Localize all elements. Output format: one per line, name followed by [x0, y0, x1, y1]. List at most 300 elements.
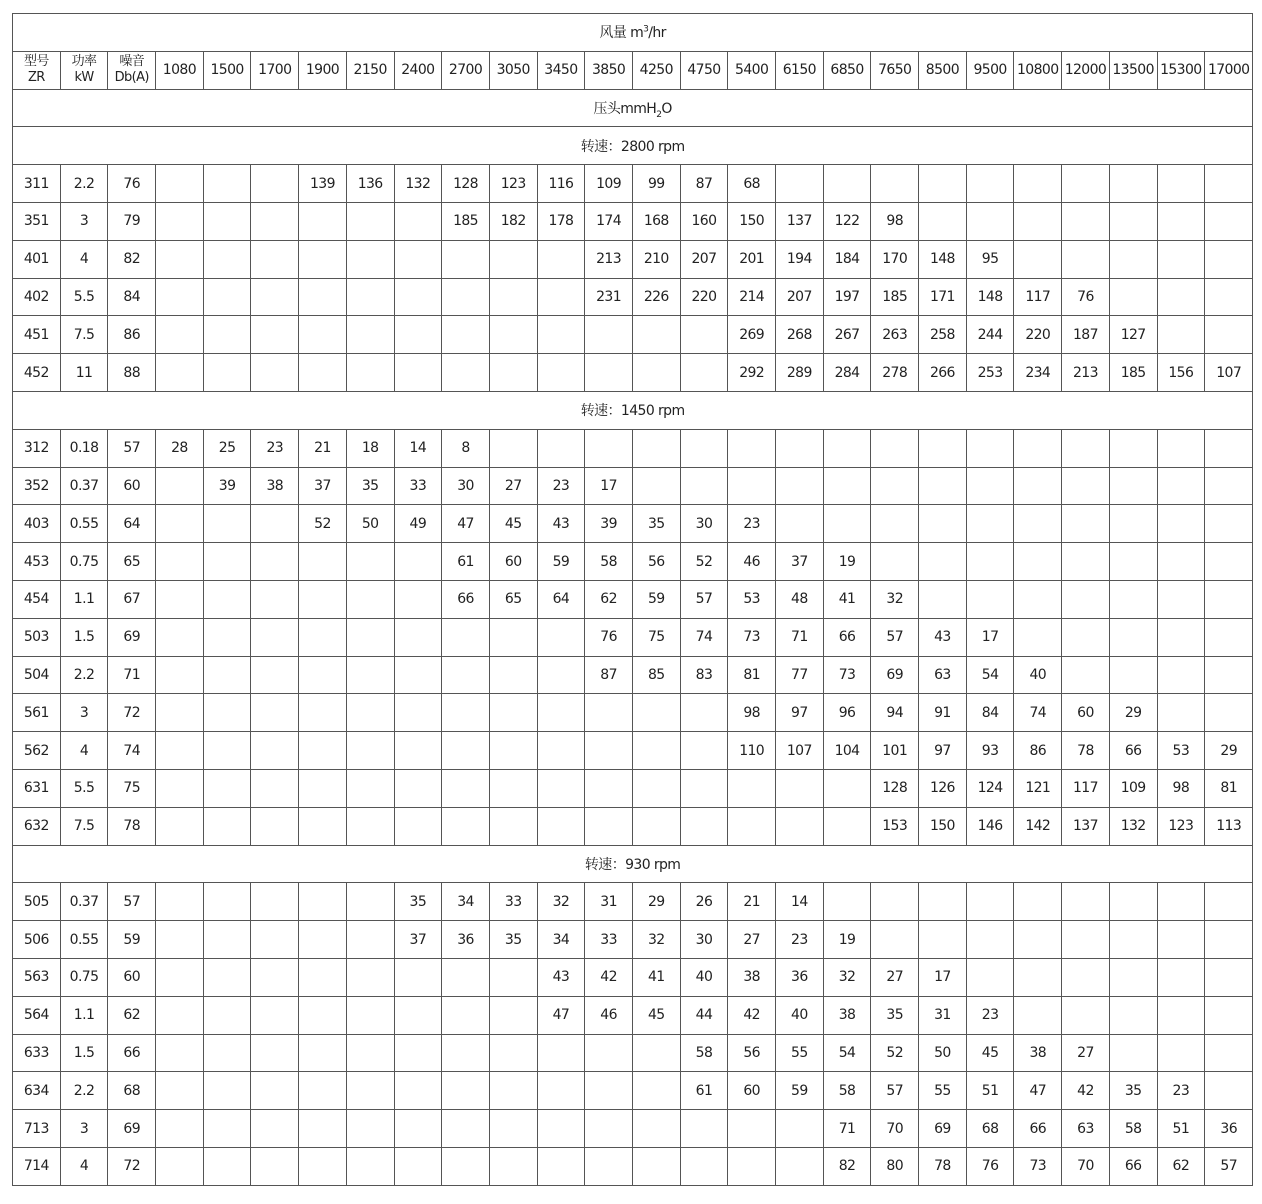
pressure-cell: 58 [585, 543, 633, 581]
pressure-cell: 99 [632, 165, 680, 203]
pressure-cell [632, 316, 680, 354]
pressure-cell [203, 278, 251, 316]
pressure-cell: 95 [966, 240, 1014, 278]
pressure-cell: 132 [394, 165, 442, 203]
pressure-cell [1014, 240, 1062, 278]
pressure-cell: 87 [680, 165, 728, 203]
pressure-cell: 258 [919, 316, 967, 354]
pressure-cell: 25 [203, 429, 251, 467]
pressure-cell [1109, 429, 1157, 467]
pressure-cell [585, 1110, 633, 1148]
pressure-cell: 160 [680, 202, 728, 240]
airflow-header: 1900 [299, 51, 347, 89]
pressure-cell: 39 [585, 505, 633, 543]
table-row [13, 769, 1253, 807]
pressure-cell [203, 165, 251, 203]
pressure-cell [871, 429, 919, 467]
pressure-cell: 60 [489, 543, 537, 581]
pressure-cell: 66 [1109, 1147, 1157, 1185]
pressure-cell [585, 354, 633, 392]
pressure-cell [251, 1110, 299, 1148]
pressure-cell: 60 [728, 1072, 776, 1110]
pressure-cell [251, 618, 299, 656]
pressure-cell: 14 [394, 429, 442, 467]
pressure-cell [680, 429, 728, 467]
pressure-cell [871, 921, 919, 959]
pressure-cell: 59 [776, 1072, 824, 1110]
pressure-cell: 18 [346, 429, 394, 467]
table-row [13, 505, 1253, 543]
pressure-cell [1014, 543, 1062, 581]
pressure-cell: 220 [1014, 316, 1062, 354]
model-cell: 454 [13, 580, 61, 618]
speed-section-row [13, 391, 1253, 429]
pressure-cell [1062, 580, 1110, 618]
pressure-cell [346, 769, 394, 807]
table-row [13, 580, 1253, 618]
pressure-cell [203, 694, 251, 732]
pressure-cell: 23 [251, 429, 299, 467]
table-row [13, 278, 1253, 316]
pressure-cell: 132 [1109, 807, 1157, 845]
airflow-header: 9500 [966, 51, 1014, 89]
table-row [13, 1147, 1253, 1185]
pressure-cell [1205, 921, 1253, 959]
table-row [13, 240, 1253, 278]
pressure-cell: 52 [680, 543, 728, 581]
pressure-cell [1205, 165, 1253, 203]
pressure-cell [632, 807, 680, 845]
pressure-cell: 83 [680, 656, 728, 694]
pressure-cell: 77 [776, 656, 824, 694]
pressure-cell [203, 1147, 251, 1185]
pressure-cell [299, 618, 347, 656]
pressure-cell [346, 883, 394, 921]
pressure-cell [156, 1072, 204, 1110]
pressure-cell [251, 656, 299, 694]
pressure-cell [489, 769, 537, 807]
pressure-cell [203, 996, 251, 1034]
pressure-cell [203, 807, 251, 845]
pressure-cell: 109 [585, 165, 633, 203]
pressure-cell [156, 1034, 204, 1072]
pressure-cell [251, 316, 299, 354]
power-cell: 7.5 [60, 316, 108, 354]
pressure-cell [1205, 958, 1253, 996]
pressure-cell [1109, 278, 1157, 316]
pressure-cell [346, 1110, 394, 1148]
table-row [13, 467, 1253, 505]
power-cell: 11 [60, 354, 108, 392]
pressure-cell [585, 694, 633, 732]
pressure-cell [1014, 505, 1062, 543]
pressure-cell [299, 807, 347, 845]
pressure-cell: 70 [1062, 1147, 1110, 1185]
pressure-cell: 50 [346, 505, 394, 543]
pressure-cell [1205, 1072, 1253, 1110]
pressure-cell: 171 [919, 278, 967, 316]
pressure-cell [919, 505, 967, 543]
pressure-cell [156, 278, 204, 316]
pressure-cell [1157, 543, 1205, 581]
pressure-cell [299, 1110, 347, 1148]
pressure-cell: 123 [489, 165, 537, 203]
pressure-cell: 168 [632, 202, 680, 240]
noise-cell: 79 [108, 202, 156, 240]
airflow-header: 2150 [346, 51, 394, 89]
pressure-cell [203, 769, 251, 807]
model-cell: 352 [13, 467, 61, 505]
pressure-cell [489, 694, 537, 732]
pressure-cell [919, 883, 967, 921]
pressure-cell: 54 [823, 1034, 871, 1072]
pressure-cell [1109, 543, 1157, 581]
pressure-cell [251, 278, 299, 316]
pressure-cell: 30 [680, 505, 728, 543]
pressure-cell [823, 165, 871, 203]
power-cell: 0.55 [60, 505, 108, 543]
pressure-cell [394, 656, 442, 694]
pressure-cell [1157, 467, 1205, 505]
pressure-cell: 55 [919, 1072, 967, 1110]
pressure-cell: 61 [680, 1072, 728, 1110]
noise-cell: 82 [108, 240, 156, 278]
pressure-cell [1062, 996, 1110, 1034]
pressure-cell [537, 694, 585, 732]
pressure-cell [632, 1110, 680, 1148]
pressure-cell: 94 [871, 694, 919, 732]
pressure-cell [632, 769, 680, 807]
pressure-cell [1109, 883, 1157, 921]
pressure-cell [1062, 656, 1110, 694]
pressure-cell [871, 883, 919, 921]
pressure-cell: 244 [966, 316, 1014, 354]
pressure-cell [346, 202, 394, 240]
pressure-cell: 74 [1014, 694, 1062, 732]
pressure-cell: 45 [489, 505, 537, 543]
pressure-cell [156, 694, 204, 732]
pressure-cell: 58 [680, 1034, 728, 1072]
pressure-cell: 23 [728, 505, 776, 543]
pressure-cell [251, 732, 299, 770]
pressure-cell: 91 [919, 694, 967, 732]
pressure-cell [1205, 656, 1253, 694]
pressure-cell [632, 1072, 680, 1110]
pressure-cell: 34 [537, 921, 585, 959]
pressure-cell: 44 [680, 996, 728, 1034]
pressure-cell [203, 543, 251, 581]
pressure-cell [680, 467, 728, 505]
pressure-cell: 57 [680, 580, 728, 618]
pressure-cell: 98 [1157, 769, 1205, 807]
power-cell: 3 [60, 1110, 108, 1148]
noise-cell: 57 [108, 883, 156, 921]
pressure-cell: 21 [728, 883, 776, 921]
pressure-cell [442, 732, 490, 770]
pressure-cell [299, 921, 347, 959]
speed-section-row [13, 127, 1253, 165]
pressure-cell: 63 [919, 656, 967, 694]
pressure-cell [251, 694, 299, 732]
airflow-header: 1080 [156, 51, 204, 89]
table-row [13, 1072, 1253, 1110]
pressure-cell [394, 1034, 442, 1072]
pressure-title-row [13, 89, 1253, 127]
pressure-cell [203, 1110, 251, 1148]
pressure-cell: 36 [442, 921, 490, 959]
table-row [13, 732, 1253, 770]
pressure-cell: 289 [776, 354, 824, 392]
pressure-cell [919, 429, 967, 467]
pressure-cell [203, 921, 251, 959]
pressure-cell [442, 354, 490, 392]
pressure-cell [394, 580, 442, 618]
pressure-cell: 150 [728, 202, 776, 240]
pressure-cell [632, 429, 680, 467]
pressure-cell: 60 [1062, 694, 1110, 732]
pressure-cell: 50 [919, 1034, 967, 1072]
noise-cell: 69 [108, 618, 156, 656]
pressure-cell: 42 [728, 996, 776, 1034]
pressure-cell [966, 165, 1014, 203]
pressure-cell [346, 1034, 394, 1072]
pressure-cell: 35 [632, 505, 680, 543]
pressure-cell: 278 [871, 354, 919, 392]
airflow-header: 6850 [823, 51, 871, 89]
noise-cell: 69 [108, 1110, 156, 1148]
airflow-header: 1700 [251, 51, 299, 89]
pressure-cell [1062, 240, 1110, 278]
pressure-cell [1157, 240, 1205, 278]
pressure-cell [394, 202, 442, 240]
pressure-cell: 66 [442, 580, 490, 618]
pressure-cell [1157, 316, 1205, 354]
pressure-cell [1014, 883, 1062, 921]
pressure-cell [1014, 958, 1062, 996]
pressure-cell [680, 694, 728, 732]
power-cell: 0.75 [60, 543, 108, 581]
pressure-cell: 75 [632, 618, 680, 656]
power-cell: 2.2 [60, 1072, 108, 1110]
model-cell: 451 [13, 316, 61, 354]
pressure-cell [346, 543, 394, 581]
pressure-cell [299, 202, 347, 240]
noise-cell: 84 [108, 278, 156, 316]
pressure-cell [156, 883, 204, 921]
pressure-title: 压头mmH$_2$O [13, 89, 1253, 127]
airflow-header: 1500 [203, 51, 251, 89]
pressure-cell [1205, 1034, 1253, 1072]
pressure-cell [537, 278, 585, 316]
pressure-cell [823, 883, 871, 921]
pressure-cell: 46 [585, 996, 633, 1034]
pressure-cell [394, 996, 442, 1034]
pressure-cell: 213 [585, 240, 633, 278]
pressure-cell: 73 [823, 656, 871, 694]
airflow-header: 17000 [1205, 51, 1253, 89]
pressure-cell [585, 807, 633, 845]
pressure-cell: 210 [632, 240, 680, 278]
pressure-cell [156, 505, 204, 543]
pressure-cell [489, 278, 537, 316]
pressure-cell [156, 996, 204, 1034]
pressure-cell: 68 [966, 1110, 1014, 1148]
pressure-cell: 178 [537, 202, 585, 240]
pressure-cell [537, 1147, 585, 1185]
pressure-cell [442, 618, 490, 656]
pressure-cell [537, 732, 585, 770]
pressure-cell [203, 316, 251, 354]
pressure-cell: 268 [776, 316, 824, 354]
pressure-cell [585, 769, 633, 807]
pressure-cell: 82 [823, 1147, 871, 1185]
pressure-cell: 55 [776, 1034, 824, 1072]
pressure-cell [1062, 958, 1110, 996]
model-cell: 634 [13, 1072, 61, 1110]
pressure-cell [1205, 543, 1253, 581]
pressure-cell [299, 316, 347, 354]
pressure-cell: 97 [919, 732, 967, 770]
pressure-cell [394, 732, 442, 770]
pressure-cell: 47 [537, 996, 585, 1034]
pressure-cell [1109, 958, 1157, 996]
pressure-cell [1109, 580, 1157, 618]
pressure-cell [680, 316, 728, 354]
pressure-cell: 81 [728, 656, 776, 694]
pressure-cell [442, 1072, 490, 1110]
pressure-cell: 53 [728, 580, 776, 618]
pressure-cell [1205, 316, 1253, 354]
pressure-cell: 207 [680, 240, 728, 278]
pressure-cell [346, 921, 394, 959]
pressure-cell [537, 769, 585, 807]
pressure-cell [1014, 580, 1062, 618]
pressure-cell [442, 240, 490, 278]
pressure-cell [871, 543, 919, 581]
pressure-cell: 214 [728, 278, 776, 316]
pressure-cell [299, 580, 347, 618]
model-cell: 564 [13, 996, 61, 1034]
pressure-cell: 78 [1062, 732, 1110, 770]
pressure-cell [632, 1147, 680, 1185]
pressure-cell: 17 [919, 958, 967, 996]
pressure-cell: 33 [394, 467, 442, 505]
pressure-cell: 81 [1205, 769, 1253, 807]
pressure-cell [1157, 618, 1205, 656]
pressure-cell [1205, 883, 1253, 921]
table-row [13, 807, 1253, 845]
model-header: 型号 ZR [13, 51, 61, 89]
pressure-cell [632, 467, 680, 505]
pressure-cell: 107 [1205, 354, 1253, 392]
power-cell: 4 [60, 1147, 108, 1185]
pressure-cell: 23 [776, 921, 824, 959]
pressure-cell [489, 1072, 537, 1110]
table-row [13, 883, 1253, 921]
pressure-cell [394, 618, 442, 656]
pressure-cell: 146 [966, 807, 1014, 845]
pressure-cell: 32 [632, 921, 680, 959]
pressure-cell [966, 921, 1014, 959]
noise-header: 噪音 Db(A) [108, 51, 156, 89]
pressure-cell [776, 807, 824, 845]
pressure-cell [156, 467, 204, 505]
pressure-cell [156, 656, 204, 694]
pressure-cell: 96 [823, 694, 871, 732]
pressure-cell: 98 [871, 202, 919, 240]
pressure-cell [537, 1072, 585, 1110]
pressure-cell [823, 429, 871, 467]
pressure-cell [251, 354, 299, 392]
pressure-cell [585, 732, 633, 770]
pressure-cell [1205, 618, 1253, 656]
pressure-cell: 32 [871, 580, 919, 618]
pressure-cell [966, 429, 1014, 467]
pressure-cell: 31 [585, 883, 633, 921]
pressure-cell [728, 1110, 776, 1148]
pressure-cell [1014, 996, 1062, 1034]
airflow-title: 风量 $m^3/hr$ [13, 14, 1253, 52]
pressure-cell [537, 240, 585, 278]
pressure-cell [442, 656, 490, 694]
pressure-cell [489, 958, 537, 996]
model-cell: 506 [13, 921, 61, 959]
pressure-cell [871, 165, 919, 203]
pressure-cell [203, 656, 251, 694]
pressure-cell: 19 [823, 921, 871, 959]
pressure-cell: 36 [1205, 1110, 1253, 1148]
pressure-cell: 37 [299, 467, 347, 505]
pressure-cell [442, 1034, 490, 1072]
pressure-cell [680, 769, 728, 807]
pressure-cell [489, 354, 537, 392]
power-cell: 0.18 [60, 429, 108, 467]
pressure-cell: 84 [966, 694, 1014, 732]
pressure-cell [394, 769, 442, 807]
pressure-cell: 66 [1109, 732, 1157, 770]
pressure-cell [203, 958, 251, 996]
airflow-header: 6150 [776, 51, 824, 89]
pressure-cell [1109, 618, 1157, 656]
pressure-cell [1062, 429, 1110, 467]
pressure-cell [251, 580, 299, 618]
pressure-cell [632, 732, 680, 770]
pressure-cell: 104 [823, 732, 871, 770]
pressure-cell: 184 [823, 240, 871, 278]
pressure-cell: 34 [442, 883, 490, 921]
pressure-cell [680, 732, 728, 770]
pressure-cell [1157, 580, 1205, 618]
model-cell: 504 [13, 656, 61, 694]
pressure-cell: 40 [776, 996, 824, 1034]
model-cell: 452 [13, 354, 61, 392]
pressure-cell [203, 732, 251, 770]
pressure-cell: 126 [919, 769, 967, 807]
pressure-cell: 33 [489, 883, 537, 921]
noise-cell: 78 [108, 807, 156, 845]
pressure-cell: 70 [871, 1110, 919, 1148]
pressure-cell: 197 [823, 278, 871, 316]
pressure-cell [251, 883, 299, 921]
pressure-cell [919, 580, 967, 618]
pressure-cell: 8 [442, 429, 490, 467]
pressure-cell [489, 807, 537, 845]
model-cell: 505 [13, 883, 61, 921]
table-row [13, 694, 1253, 732]
pressure-cell [871, 467, 919, 505]
pressure-cell: 174 [585, 202, 633, 240]
airflow-header: 4750 [680, 51, 728, 89]
